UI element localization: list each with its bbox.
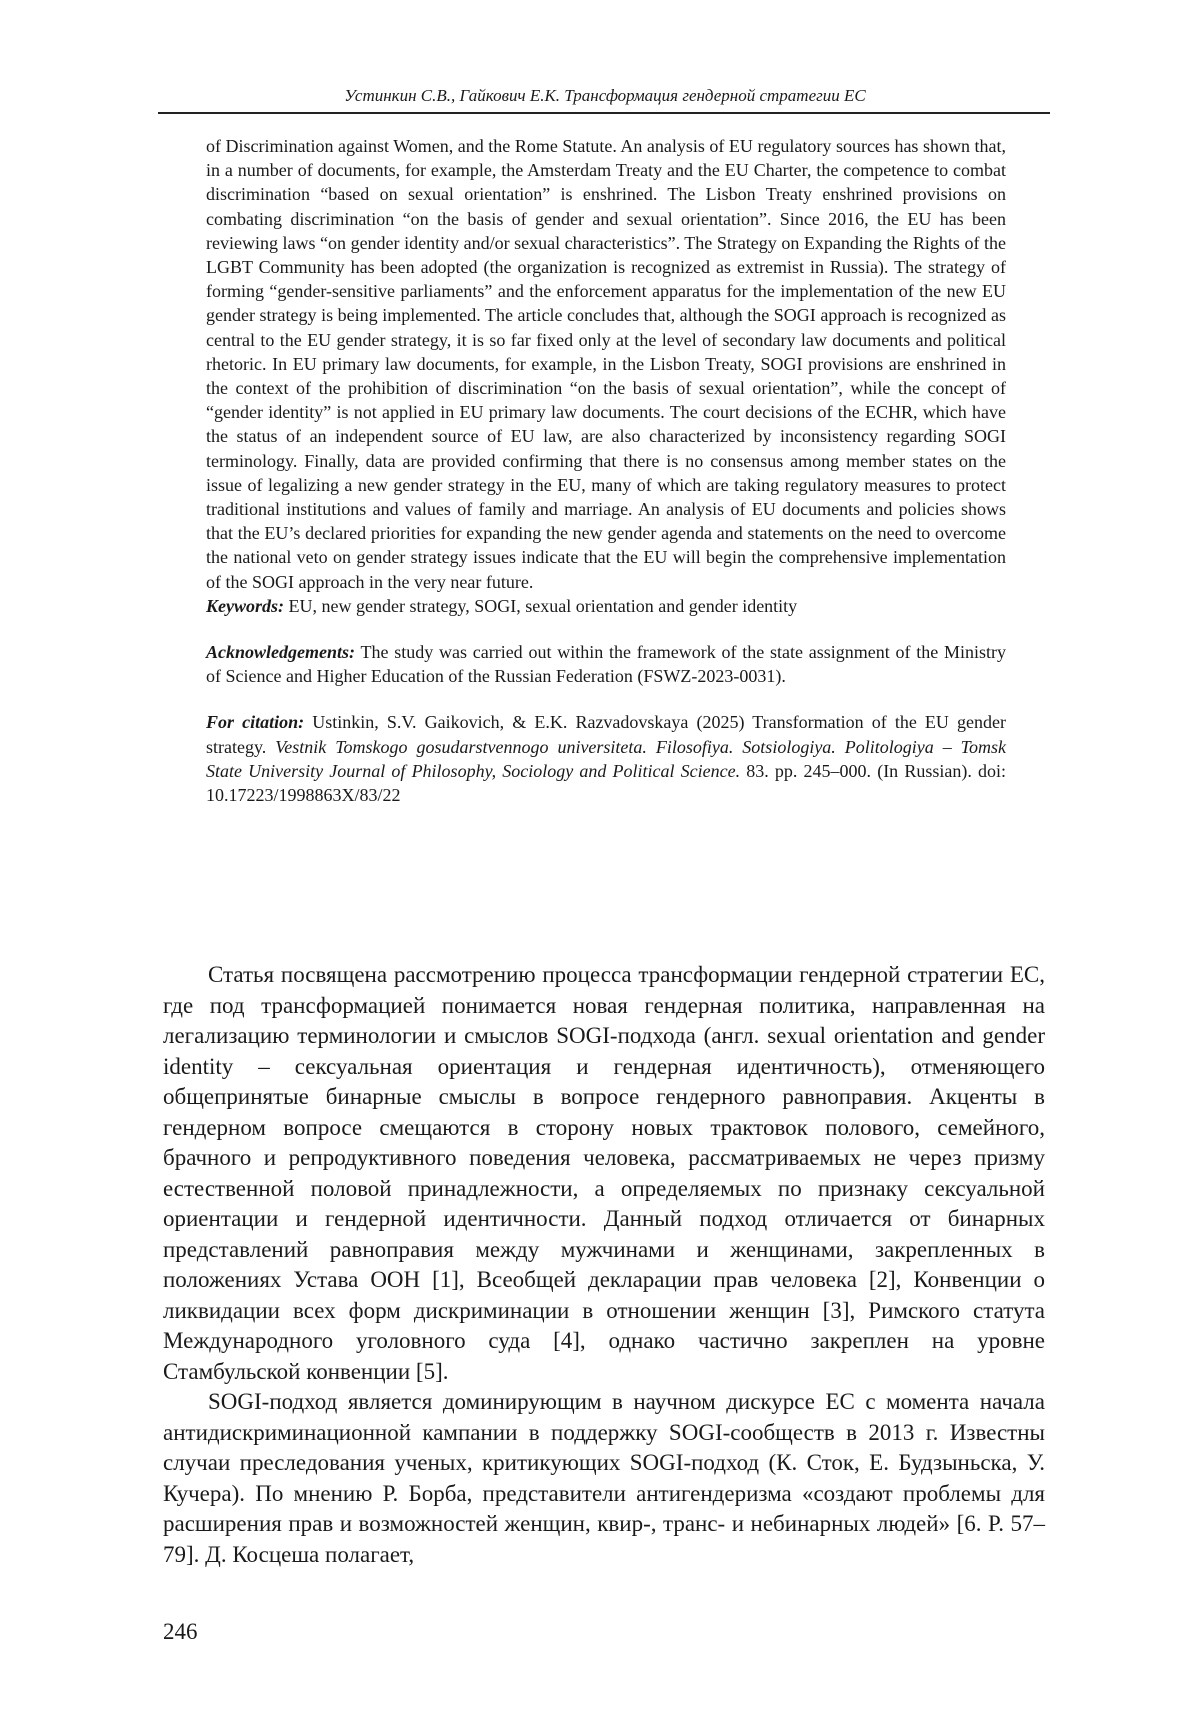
citation-label: For citation: <box>206 712 305 733</box>
ack-text: The study was carried out within the framework of the state assignment of the Ministry of Science and Higher Education of the Russian Federation (FSWZ-2023-0031). <box>206 642 1006 687</box>
main-paragraph-2: SOGI-подход является доминирующим в научном дискурсе ЕС с момента начала антидискриминационной кампании в поддержку SOGI-сообществ в 2013 г. Известны случаи преследования ученых, критикующих SOGI-подход (К. Сток, Е. Будзыньска, У. Кучера). По мнению Р. Борба, представители антигендеризма «создают проблемы для расширения прав и возможностей женщин, квир-, транс- и небинарных людей» [6. P. 57–79]. Д. Косцеша полагает, <box>163 1389 1045 1567</box>
acknowledgements <box>206 640 1006 688</box>
ack-label: Acknowledgements: <box>206 642 355 663</box>
citation-journal: Vestnik Tomskogo gosudarstvennogo universiteta. Filosofiya. Sotsiologiya. Politologiya – Tomsk State University Journal of Philosophy, Sociology and Political Science. <box>206 736 1006 781</box>
keywords-text: EU, new gender strategy, SOGI, sexual orientation and gender identity <box>288 595 798 616</box>
keywords-label: Keywords: <box>206 595 284 616</box>
main-paragraph-1: Статья посвящена рассмотрению процесса трансформации гендерной стратегии ЕС, где под трансформацией понимается новая гендерная политика, направленная на легализацию терминологии и смыслов SOGI-подхода (англ. sexual orientation and gender identity – сексуальная ориентация и гендерная идентичность), отменяющего общепринятые бинарные смыслы в вопросе гендерного равноправия. Акценты в гендерном вопросе смещаются в сторону новых трактовок полового, семейного, брачного и репродуктивного поведения человека, рассматриваемых не через призму естественной половой принадлежности, а определяемых по признаку сексуальной ориентации и гендерной идентичности. Данный подход отличается от бинарных представлений равноправия между мужчинами и женщинами, закрепленных в положениях Устава ООН [1], Всеобщей декларации прав человека [2], Конвенции о ликвидации всех форм дискриминации в отношении женщин [3], Римского статута Международного уголовного суда [4], однако частично закреплен на уровне Стамбульской конвенции [5]. <box>163 962 1045 1384</box>
citation-rest: 83. pp. 245–000. (In Russian). doi: 10.17223/1998863X/83/22 <box>206 760 1006 806</box>
main-text <box>163 960 1045 1570</box>
abstract-block <box>206 134 1006 807</box>
abstract-body: of Discrimination against Women, and the Rome Statute. An analysis of EU regulatory sources has shown that, in a number of documents, for example, the Amsterdam Treaty and the EU Charter, the competence to combat discrimination “based on sexual orientation” is enshrined. The Lisbon Treaty enshrined provisions on combating discrimination “on the basis of gender and sexual orientation”. Since 2016, the EU has been reviewing laws “on gender identity and/or sexual characteristics”. The Strategy on Expanding the Rights of the LGBT Community has been adopted (the organization is recognized as extremist in Russia). The strategy of forming “gender-sensitive parliaments” and the enforcement apparatus for the implementation of the new EU gender strategy is being implemented. The article concludes that, although the SOGI approach is recognized as central to the EU gender strategy, it is so far fixed only at the level of secondary law documents and political rhetoric. In EU primary law documents, for example, in the Lisbon Treaty, SOGI provisions are enshrined in the context of the prohibition of discrimination “on the basis of sexual orientation”, while the concept of “gender identity” is not applied in EU primary law documents. The court decisions of the ECHR, which have the status of an independent source of EU law, are also characterized by inconsistency regarding SOGI terminology. Finally, data are provided confirming that there is no consensus among member states on the issue of legalizing a new gender strategy in the EU, many of which are taking regulatory measures to protect traditional institutions and values of family and marriage. An analysis of EU documents and policies shows that the EU’s declared priorities for expanding the new gender agenda and statements on the need to overcome the national veto on gender strategy issues indicate that the EU will begin the comprehensive implementation of the SOGI approach in the very near future. <box>206 136 1006 592</box>
header-rule <box>158 112 1050 114</box>
running-header: Устинкин С.В., Гайкович Е.К. Трансформация гендерной стратегии ЕС <box>344 86 866 105</box>
page-number: 246 <box>163 1619 198 1644</box>
citation <box>206 710 1006 807</box>
citation-authors: Ustinkin, S.V. Gaikovich, & E.K. Razvadovskaya (2025) Transformation of the EU gender strategy. <box>206 712 1006 757</box>
keywords-line <box>206 594 1006 618</box>
